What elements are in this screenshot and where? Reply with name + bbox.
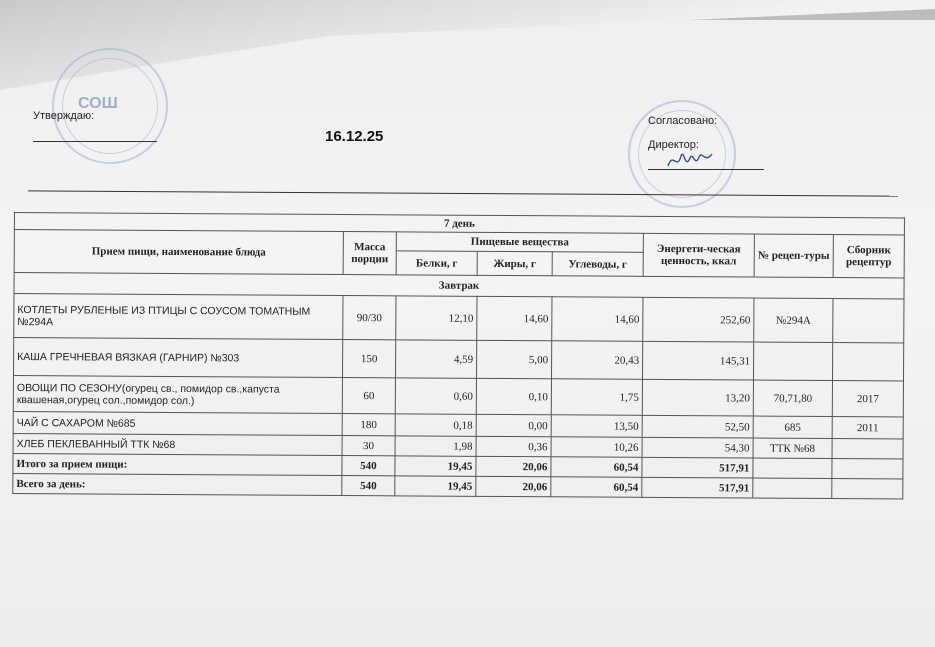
dish-fat: 0,10 xyxy=(476,378,551,414)
dish-fat: 0,00 xyxy=(476,414,551,436)
dish-recipe: 70,71,80 xyxy=(753,380,832,416)
agreed-label: Согласовано: xyxy=(648,115,718,127)
dish-mass: 180 xyxy=(342,414,395,436)
dish-name: ОВОЩИ ПО СЕЗОНУ(огурец св., помидор св.,капуста квашеная,огурец сол.,помидор сол.) xyxy=(13,376,342,414)
day-title: 7 день xyxy=(14,213,904,235)
meal-total-energy: 517,91 xyxy=(642,457,753,478)
dish-collection: 2011 xyxy=(832,417,903,439)
col-mass-header: Масса порции xyxy=(343,232,396,275)
meal-total-mass: 540 xyxy=(342,456,395,476)
dish-protein: 1,98 xyxy=(395,436,476,456)
table-row xyxy=(14,294,904,343)
dish-energy: 52,50 xyxy=(642,415,753,438)
empty-cell xyxy=(753,478,832,498)
dish-name: ХЛЕБ ПЕКЛЕВАННЫЙ ТТК №68 xyxy=(13,433,342,455)
col-recipe-header: № рецеп-туры xyxy=(754,234,833,277)
dish-recipe: 685 xyxy=(753,416,832,438)
empty-cell xyxy=(753,458,832,478)
dish-recipe xyxy=(753,342,832,380)
col-nutrients-header: Пищевые вещества xyxy=(396,232,643,253)
col-energy-header: Энергети-ческая ценность, ккал xyxy=(643,233,754,277)
dish-protein: 12,10 xyxy=(396,296,477,340)
dish-carbs: 1,75 xyxy=(551,379,642,416)
day-total-fat: 20,06 xyxy=(476,476,551,496)
dish-collection xyxy=(832,343,903,381)
dish-energy: 13,20 xyxy=(642,379,753,416)
sub-fat-header: Жиры, г xyxy=(477,252,552,276)
dish-name: КАША ГРЕЧНЕВАЯ ВЯЗКАЯ (ГАРНИР) №303 xyxy=(14,338,343,378)
dish-recipe: №294А xyxy=(754,298,833,342)
table-row xyxy=(13,376,903,417)
dish-fat: 0,36 xyxy=(476,436,551,456)
dish-recipe: ТТК №68 xyxy=(753,438,832,458)
dish-collection xyxy=(833,299,904,343)
dish-fat: 5,00 xyxy=(476,340,551,378)
dish-collection xyxy=(832,439,903,459)
col-collection-header: Сборник рецептур xyxy=(833,235,904,278)
approve-signature-line xyxy=(33,141,157,142)
day-total-protein: 19,45 xyxy=(395,476,476,496)
meal-total-label: Итого за прием пищи: xyxy=(13,453,342,475)
dish-mass: 60 xyxy=(342,378,395,414)
approve-label: Утверждаю: xyxy=(33,110,95,122)
sub-carbs-header: Углеводы, г xyxy=(552,252,643,276)
menu-table xyxy=(12,212,905,499)
meal-total-fat: 20,06 xyxy=(476,456,551,476)
dish-energy: 252,60 xyxy=(643,297,754,342)
empty-cell xyxy=(832,459,903,479)
dish-energy: 54,30 xyxy=(642,437,753,458)
section-breakfast: Завтрак xyxy=(14,273,904,299)
dish-carbs: 20,43 xyxy=(551,341,642,380)
empty-cell xyxy=(832,479,903,499)
sub-protein-header: Белки, г xyxy=(396,251,477,275)
dish-fat: 14,60 xyxy=(477,296,552,340)
director-signature-line xyxy=(648,169,764,170)
dish-mass: 90/30 xyxy=(343,296,396,340)
day-total-label: Всего за день: xyxy=(13,473,342,495)
dish-carbs: 10,26 xyxy=(551,437,642,458)
meal-total-protein: 19,45 xyxy=(395,456,476,476)
dish-name: КОТЛЕТЫ РУБЛЕНЫЕ ИЗ ПТИЦЫ С СОУСОМ ТОМАТНЫМ №294А xyxy=(14,294,343,340)
day-total-energy: 517,91 xyxy=(642,477,753,498)
dish-mass: 30 xyxy=(342,436,395,456)
col-meal-header: Прием пищи, наименование блюда xyxy=(14,230,343,275)
dish-protein: 4,59 xyxy=(395,340,476,378)
dish-name: ЧАЙ С САХАРОМ №685 xyxy=(13,411,342,435)
document-date: 16.12.25 xyxy=(325,128,384,145)
director-label: Директор: xyxy=(648,139,699,151)
dish-carbs: 14,60 xyxy=(552,297,643,342)
seal-text: СОШ xyxy=(78,95,118,112)
dish-collection: 2017 xyxy=(832,381,903,417)
meal-total-carbs: 60,54 xyxy=(551,457,642,478)
day-total-mass: 540 xyxy=(342,476,395,496)
day-total-carbs: 60,54 xyxy=(551,477,642,498)
dish-energy: 145,31 xyxy=(642,341,753,380)
dish-protein: 0,18 xyxy=(395,414,476,436)
dish-carbs: 13,50 xyxy=(551,415,642,438)
dish-protein: 0,60 xyxy=(395,378,476,414)
dish-mass: 150 xyxy=(342,340,395,378)
table-row xyxy=(14,338,904,381)
